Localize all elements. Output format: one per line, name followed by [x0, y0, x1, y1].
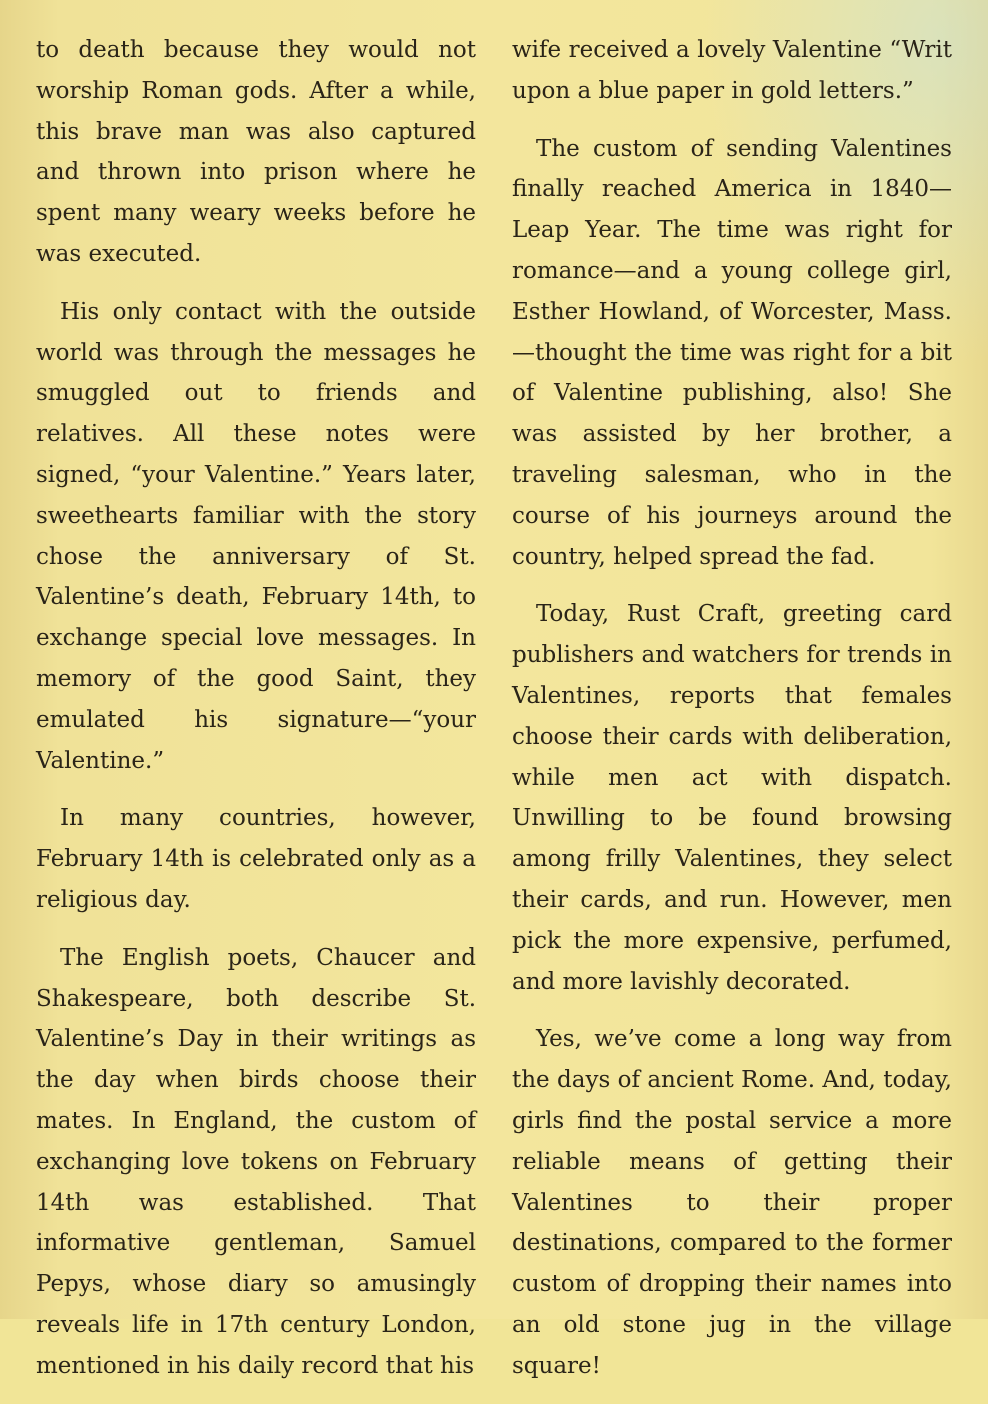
- paragraph: to death because they would not worship Roman gods. After a while, this brave man was also captured and thrown into prison where he spent many weary weeks before he was executed.: [36, 37, 476, 267]
- paragraph: wife received a lovely Valentine “Writ upon a blue paper in gold letters.”: [512, 37, 952, 104]
- paragraph: Today, Rust Craft, greeting card publishers and watchers for trends in Valentines, reports that females choose their cards with deliberation, while men act with dispatch. Unwilling to be found browsing among frilly Valentines, they select their cards, and run. However, men pick the more expensive, perfumed, and more lavishly decorated.: [512, 601, 952, 995]
- paragraph: The English poets, Chaucer and Shakespeare, both describe St. Valentine’s Day in their writings as the day when birds choose their mates. In England, the custom of exchanging love tokens on February 14th was established. That informative gentleman, Samuel Pepys, whose diary so amusingly reveals life in 17th century London, mentioned in his daily record that his: [36, 944, 476, 1379]
- paragraph: Yes, we’ve come a long way from the days of ancient Rome. And, today, girls find the postal service a more reliable means of getting their Valentines to their proper destinations, compared to the former custom of dropping their names into an old stone jug in the village square!: [512, 1026, 952, 1379]
- paragraph: His only contact with the outside world was through the messages he smuggled out to friends and relatives. All these notes were signed, “your Valentine.” Years later, sweethearts familiar with the story chose the anniversary of St. Valentine’s death, February 14th, to exchange special love messages. In memory of the good Saint, they emulated his signature—“your Valentine.”: [36, 298, 476, 774]
- paragraph: The custom of sending Valentines finally reached America in 1840—Leap Year. The time was right for romance—and a young college girl, Esther Howland, of Worcester, Mass.—thought the time was right for a bit of Valentine publishing, also! She was assisted by her brother, a traveling salesman, who in the course of his journeys around the country, helped spread the fad.: [512, 135, 952, 570]
- left-column: [36, 30, 476, 1404]
- paragraph: In many countries, however, February 14th is celebrated only as a religious day.: [36, 805, 476, 913]
- right-column: [512, 30, 952, 1404]
